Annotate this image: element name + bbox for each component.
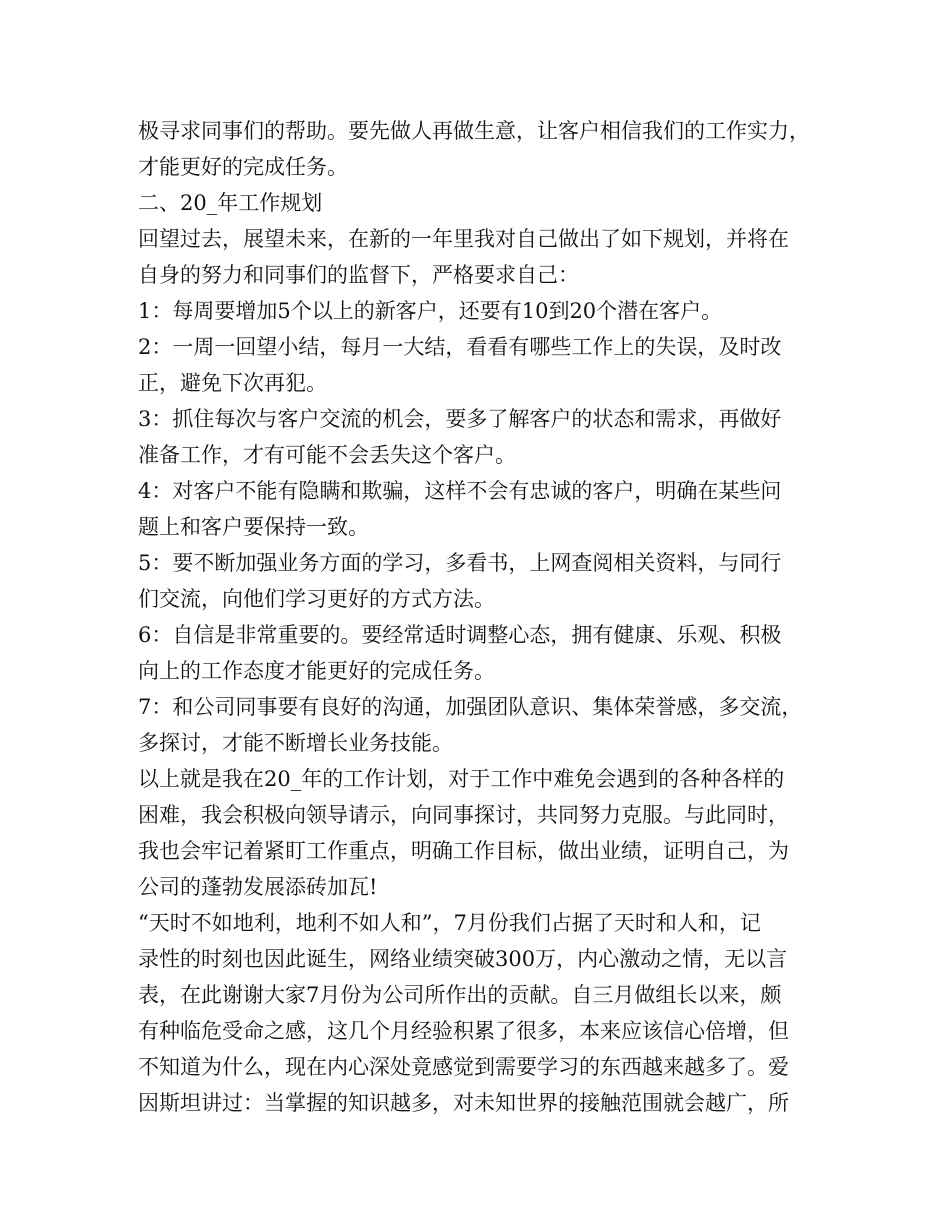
text-line: 正，避免下次再犯。 bbox=[138, 371, 327, 395]
list-item: 3：抓住每次与客户交流的机会，要多了解客户的状态和需求，再做好 bbox=[138, 407, 782, 431]
document-body bbox=[138, 113, 828, 1121]
list-item: 5：要不断加强业务方面的学习，多看书，上网查阅相关资料，与同行 bbox=[138, 551, 782, 575]
text-line: 回望过去，展望未来，在新的一年里我对自己做出了如下规划，并将在 bbox=[138, 227, 789, 251]
text-line: 有种临危受命之感，这几个月经验积累了很多，本来应该信心倍增，但 bbox=[138, 1019, 789, 1043]
text-line: 因斯坦讲过：当掌握的知识越多，对未知世界的接触范围就会越广，所 bbox=[138, 1091, 789, 1115]
text-line: 自身的努力和同事们的监督下，严格要求自己： bbox=[138, 263, 579, 287]
text-line: 题上和客户要保持一致。 bbox=[138, 515, 369, 539]
list-item: 2：一周一回望小结，每月一大结，看看有哪些工作上的失误，及时改 bbox=[138, 335, 782, 359]
text-line: 以上就是我在20_年的工作计划，对于工作中难免会遇到的各种各样的 bbox=[138, 767, 785, 791]
text-line: 录性的时刻也因此诞生，网络业绩突破300万，内心激动之情，无以言 bbox=[138, 947, 788, 971]
text-line: “天时不如地利，地利不如人和”，7月份我们占据了天时和人和，记 bbox=[138, 911, 761, 935]
text-line: 极寻求同事们的帮助。要先做人再做生意，让客户相信我们的工作实力， bbox=[138, 119, 810, 143]
text-line: 我也会牢记着紧盯工作重点，明确工作目标，做出业绩，证明自己，为 bbox=[138, 839, 789, 863]
text-line: 不知道为什么，现在内心深处竟感觉到需要学习的东西越来越多了。爱 bbox=[138, 1055, 789, 1079]
list-item: 1：每周要增加5个以上的新客户，还要有10到20个潜在客户。 bbox=[138, 299, 723, 323]
text-line: 们交流，向他们学习更好的方式方法。 bbox=[138, 587, 495, 611]
text-line: 才能更好的完成任务。 bbox=[138, 155, 348, 179]
text-line: 表，在此谢谢大家7月份为公司所作出的贡献。自三月做组长以来，颇 bbox=[138, 983, 782, 1007]
text-line: 多探讨，才能不断增长业务技能。 bbox=[138, 731, 453, 755]
section-heading: 二、20_年工作规划 bbox=[138, 191, 323, 215]
text-line: 向上的工作态度才能更好的完成任务。 bbox=[138, 659, 495, 683]
list-item: 4：对客户不能有隐瞒和欺骗，这样不会有忠诚的客户，明确在某些问 bbox=[138, 479, 782, 503]
list-item: 6：自信是非常重要的。要经常适时调整心态，拥有健康、乐观、积极 bbox=[138, 623, 782, 647]
text-line: 公司的蓬勃发展添砖加瓦! bbox=[138, 875, 378, 899]
text-line: 准备工作，才有可能不会丢失这个客户。 bbox=[138, 443, 516, 467]
list-item: 7：和公司同事要有良好的沟通，加强团队意识、集体荣誉感，多交流， bbox=[138, 695, 803, 719]
text-line: 困难，我会积极向领导请示，向同事探讨，共同努力克服。与此同时， bbox=[138, 803, 789, 827]
